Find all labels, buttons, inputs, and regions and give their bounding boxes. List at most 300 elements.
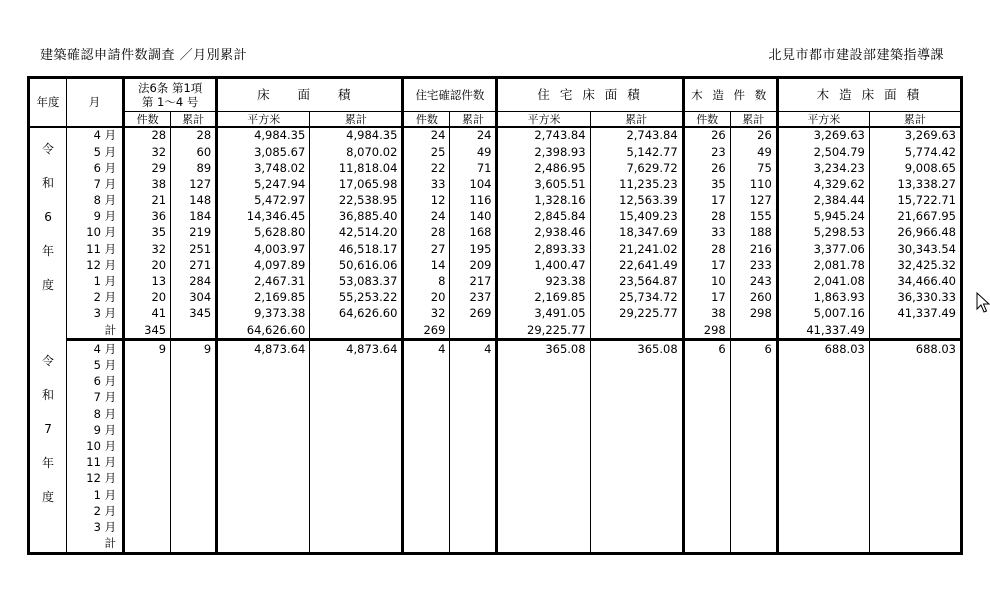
data-cell [683, 358, 730, 374]
data-cell [590, 374, 683, 390]
data-cell: 50,616.06 [310, 258, 403, 274]
data-cell: 3,748.02 [217, 160, 310, 176]
data-cell: 155 [730, 209, 777, 225]
law-line1: 法6条 第1項 [137, 81, 203, 95]
data-cell: 4 [450, 340, 497, 358]
data-cell: 2,938.46 [497, 225, 590, 241]
data-cell [730, 520, 777, 536]
data-cell: 38 [124, 177, 171, 193]
data-cell [171, 322, 217, 340]
data-cell: 260 [730, 290, 777, 306]
data-cell [450, 487, 497, 503]
data-cell [124, 487, 171, 503]
data-cell [683, 536, 730, 554]
data-cell [730, 455, 777, 471]
data-cell [497, 374, 590, 390]
law-line2: 第 1〜4 号 [141, 95, 199, 109]
month-cell: 6 月 [67, 160, 124, 176]
data-cell: 2,845.84 [497, 209, 590, 225]
month-cell: 11 月 [67, 241, 124, 257]
month-cell: 5 月 [67, 144, 124, 160]
data-cell: 2,486.95 [497, 160, 590, 176]
month-cell: 11 月 [67, 455, 124, 471]
data-cell [869, 520, 961, 536]
data-cell [869, 322, 961, 340]
data-cell: 304 [171, 290, 217, 306]
data-cell [217, 374, 310, 390]
data-cell: 1,328.16 [497, 193, 590, 209]
data-cell [730, 322, 777, 340]
data-cell [171, 374, 217, 390]
data-cell [403, 374, 450, 390]
data-cell: 269 [403, 322, 450, 340]
data-cell: 27 [403, 241, 450, 257]
data-cell: 9 [124, 340, 171, 358]
data-cell [869, 455, 961, 471]
sub-cumulative: 累計 [869, 112, 961, 128]
month-cell: 10 月 [67, 225, 124, 241]
data-cell: 17 [683, 258, 730, 274]
data-cell [777, 471, 869, 487]
data-cell: 36,330.33 [869, 290, 961, 306]
month-cell: 1 月 [67, 487, 124, 503]
data-cell: 28 [403, 225, 450, 241]
data-cell: 5,472.97 [217, 193, 310, 209]
data-cell [310, 455, 403, 471]
data-cell: 2,743.84 [590, 127, 683, 144]
table-row [29, 503, 962, 519]
data-cell [683, 455, 730, 471]
data-cell: 33 [683, 225, 730, 241]
table-row [29, 274, 962, 290]
data-cell [590, 471, 683, 487]
data-cell [217, 439, 310, 455]
data-cell: 4,984.35 [310, 127, 403, 144]
month-cell: 12 月 [67, 471, 124, 487]
table-row [29, 471, 962, 487]
data-cell [124, 374, 171, 390]
data-cell [124, 520, 171, 536]
data-cell: 4,003.97 [217, 241, 310, 257]
data-cell: 4,984.35 [217, 127, 310, 144]
data-cell: 29 [124, 160, 171, 176]
data-cell: 110 [730, 177, 777, 193]
col-floor-area-group: 床 面 積 [217, 78, 403, 112]
data-cell [497, 439, 590, 455]
data-cell [450, 471, 497, 487]
data-cell [310, 536, 403, 554]
data-cell: 2,504.79 [777, 144, 869, 160]
data-cell: 9,373.38 [217, 306, 310, 322]
data-cell [683, 439, 730, 455]
data-cell [497, 471, 590, 487]
data-cell [869, 471, 961, 487]
data-cell: 28 [171, 127, 217, 144]
data-cell [124, 471, 171, 487]
data-cell: 25 [403, 144, 450, 160]
col-year: 年度 [29, 78, 67, 128]
data-cell: 3,085.67 [217, 144, 310, 160]
data-cell [683, 406, 730, 422]
data-cell [450, 439, 497, 455]
data-cell: 38 [683, 306, 730, 322]
data-cell: 195 [450, 241, 497, 257]
col-wood-area-group: 木 造 床 面 積 [777, 78, 961, 112]
data-cell: 3,491.05 [497, 306, 590, 322]
data-cell: 688.03 [777, 340, 869, 358]
table-row [29, 439, 962, 455]
data-cell: 32 [124, 241, 171, 257]
data-cell [403, 358, 450, 374]
data-cell [683, 487, 730, 503]
data-cell: 365.08 [590, 340, 683, 358]
data-cell: 21 [124, 193, 171, 209]
data-cell [590, 439, 683, 455]
sub-sqm: 平方米 [217, 112, 310, 128]
data-cell: 49 [730, 144, 777, 160]
month-cell: 8 月 [67, 193, 124, 209]
data-cell: 2,081.78 [777, 258, 869, 274]
data-cell [497, 422, 590, 438]
data-cell: 64,626.60 [217, 322, 310, 340]
data-cell [124, 455, 171, 471]
table-row [29, 144, 962, 160]
era-char: 年 [42, 455, 55, 470]
data-cell: 216 [730, 241, 777, 257]
data-cell [217, 520, 310, 536]
data-cell: 2,169.85 [497, 290, 590, 306]
data-cell: 24 [403, 209, 450, 225]
data-cell: 5,298.53 [777, 225, 869, 241]
data-cell: 4 [403, 340, 450, 358]
data-cell [590, 536, 683, 554]
data-cell: 20 [403, 290, 450, 306]
table-row [29, 241, 962, 257]
data-cell [497, 503, 590, 519]
data-cell: 3,234.23 [777, 160, 869, 176]
data-cell: 923.38 [497, 274, 590, 290]
data-cell [777, 422, 869, 438]
table-row [29, 340, 962, 358]
sub-sqm: 平方米 [497, 112, 590, 128]
data-cell [590, 487, 683, 503]
data-cell: 14,346.45 [217, 209, 310, 225]
data-cell: 75 [730, 160, 777, 176]
data-cell: 345 [124, 322, 171, 340]
data-cell: 2,041.08 [777, 274, 869, 290]
table-row [29, 390, 962, 406]
data-cell: 20 [124, 258, 171, 274]
data-cell: 24 [450, 127, 497, 144]
monthly-permit-table [27, 76, 963, 555]
col-law-group [124, 78, 217, 112]
data-cell: 2,398.93 [497, 144, 590, 160]
data-cell [730, 487, 777, 503]
data-cell [310, 358, 403, 374]
data-cell: 251 [171, 241, 217, 257]
col-house-area-group: 住 宅 床 面 積 [497, 78, 683, 112]
data-cell [869, 487, 961, 503]
data-cell [310, 520, 403, 536]
data-cell: 17 [683, 193, 730, 209]
data-cell: 1,863.93 [777, 290, 869, 306]
data-cell: 140 [450, 209, 497, 225]
month-cell: 7 月 [67, 177, 124, 193]
table-row [29, 306, 962, 322]
col-house-count-group: 住宅確認件数 [403, 78, 497, 112]
data-cell [683, 520, 730, 536]
data-cell: 22,538.95 [310, 193, 403, 209]
data-cell: 18,347.69 [590, 225, 683, 241]
data-cell [590, 422, 683, 438]
data-cell [777, 520, 869, 536]
sub-cumulative: 累計 [171, 112, 217, 128]
month-cell: 計 [67, 322, 124, 340]
data-cell: 8 [403, 274, 450, 290]
data-cell [590, 406, 683, 422]
data-cell [590, 503, 683, 519]
data-cell: 14 [403, 258, 450, 274]
data-cell [403, 455, 450, 471]
data-cell: 12,563.39 [590, 193, 683, 209]
table-row [29, 455, 962, 471]
data-cell [777, 358, 869, 374]
mouse-pointer-icon [976, 292, 990, 314]
data-cell: 60 [171, 144, 217, 160]
data-cell [777, 390, 869, 406]
data-cell: 168 [450, 225, 497, 241]
data-cell [730, 374, 777, 390]
sub-cumulative: 累計 [590, 112, 683, 128]
data-cell: 46,518.17 [310, 241, 403, 257]
table-row [29, 225, 962, 241]
data-cell: 13,338.27 [869, 177, 961, 193]
data-cell [171, 455, 217, 471]
data-cell: 4,097.89 [217, 258, 310, 274]
data-cell: 41,337.49 [777, 322, 869, 340]
table-row [29, 322, 962, 340]
table-row [29, 422, 962, 438]
data-cell [869, 503, 961, 519]
data-cell [497, 406, 590, 422]
data-cell: 36 [124, 209, 171, 225]
month-cell: 3 月 [67, 306, 124, 322]
data-cell [450, 374, 497, 390]
data-cell: 25,734.72 [590, 290, 683, 306]
data-cell: 34,466.40 [869, 274, 961, 290]
page-title: 建築確認申請件数調査 ／月別累計 [40, 48, 248, 63]
data-cell: 41,337.49 [869, 306, 961, 322]
data-cell [310, 322, 403, 340]
data-cell [310, 503, 403, 519]
data-cell [403, 487, 450, 503]
data-cell: 10 [683, 274, 730, 290]
data-cell [497, 520, 590, 536]
data-cell [450, 520, 497, 536]
data-cell [777, 455, 869, 471]
col-wood-count-group: 木 造 件 数 [683, 78, 777, 112]
data-cell: 3,377.06 [777, 241, 869, 257]
data-cell: 26 [683, 160, 730, 176]
data-cell [450, 536, 497, 554]
data-cell [730, 406, 777, 422]
data-cell [217, 471, 310, 487]
data-cell [683, 422, 730, 438]
data-cell [310, 439, 403, 455]
data-cell: 2,467.31 [217, 274, 310, 290]
data-cell: 55,253.22 [310, 290, 403, 306]
data-cell: 28 [124, 127, 171, 144]
data-cell: 298 [683, 322, 730, 340]
data-cell: 209 [450, 258, 497, 274]
data-cell: 28 [683, 209, 730, 225]
data-cell [403, 520, 450, 536]
data-cell [171, 406, 217, 422]
data-cell [171, 471, 217, 487]
data-cell [869, 439, 961, 455]
data-cell [683, 390, 730, 406]
data-cell [217, 422, 310, 438]
table-row [29, 160, 962, 176]
era-char: 令 [42, 353, 55, 368]
sub-cumulative: 累計 [450, 112, 497, 128]
data-cell: 24 [403, 127, 450, 144]
sub-cumulative: 累計 [310, 112, 403, 128]
data-cell: 11,235.23 [590, 177, 683, 193]
data-cell [497, 536, 590, 554]
data-cell: 188 [730, 225, 777, 241]
data-cell [403, 406, 450, 422]
data-cell: 4,873.64 [310, 340, 403, 358]
data-cell: 3,269.63 [777, 127, 869, 144]
era-char: 令 [42, 142, 55, 156]
data-cell [777, 536, 869, 554]
month-cell: 3 月 [67, 520, 124, 536]
data-cell: 32,425.32 [869, 258, 961, 274]
data-cell: 345 [171, 306, 217, 322]
data-cell [403, 390, 450, 406]
sub-sqm: 平方米 [777, 112, 869, 128]
era-char: 和 [42, 176, 55, 190]
data-cell [217, 487, 310, 503]
data-cell: 22,641.49 [590, 258, 683, 274]
data-cell [124, 422, 171, 438]
data-cell [450, 390, 497, 406]
month-cell: 計 [67, 536, 124, 554]
data-cell: 89 [171, 160, 217, 176]
month-cell: 5 月 [67, 358, 124, 374]
data-cell [730, 503, 777, 519]
data-cell: 49 [450, 144, 497, 160]
data-cell [497, 487, 590, 503]
org-name: 北見市都市建設部建築指導課 [768, 48, 944, 63]
data-cell: 15,722.71 [869, 193, 961, 209]
data-cell: 53,083.37 [310, 274, 403, 290]
data-cell: 20 [124, 290, 171, 306]
data-cell: 30,343.54 [869, 241, 961, 257]
data-cell: 2,169.85 [217, 290, 310, 306]
data-cell [777, 439, 869, 455]
data-cell: 9 [171, 340, 217, 358]
data-cell [171, 390, 217, 406]
data-cell [730, 471, 777, 487]
data-cell: 2,893.33 [497, 241, 590, 257]
data-cell: 127 [730, 193, 777, 209]
data-cell [590, 455, 683, 471]
data-cell: 6 [730, 340, 777, 358]
data-cell: 4,329.62 [777, 177, 869, 193]
data-cell: 36,885.40 [310, 209, 403, 225]
era-char: 7 [44, 421, 52, 436]
month-cell: 9 月 [67, 209, 124, 225]
table-row [29, 290, 962, 306]
data-cell [590, 520, 683, 536]
data-cell: 104 [450, 177, 497, 193]
data-cell: 33 [403, 177, 450, 193]
era-char: 度 [42, 278, 55, 292]
data-cell [450, 422, 497, 438]
month-cell: 4 月 [67, 127, 124, 144]
sub-count: 件数 [403, 112, 450, 128]
month-cell: 7 月 [67, 390, 124, 406]
table-row [29, 258, 962, 274]
data-cell: 127 [171, 177, 217, 193]
data-cell [171, 358, 217, 374]
data-cell: 284 [171, 274, 217, 290]
data-cell: 29,225.77 [590, 306, 683, 322]
data-cell [869, 536, 961, 554]
data-cell [403, 503, 450, 519]
data-cell: 9,008.65 [869, 160, 961, 176]
data-cell [730, 390, 777, 406]
data-cell: 237 [450, 290, 497, 306]
data-cell: 233 [730, 258, 777, 274]
data-cell [217, 406, 310, 422]
data-cell: 71 [450, 160, 497, 176]
data-cell [171, 520, 217, 536]
data-cell: 5,945.24 [777, 209, 869, 225]
data-cell [497, 358, 590, 374]
data-cell: 3,269.63 [869, 127, 961, 144]
month-cell: 12 月 [67, 258, 124, 274]
data-cell: 8,070.02 [310, 144, 403, 160]
data-cell: 269 [450, 306, 497, 322]
data-cell: 1,400.47 [497, 258, 590, 274]
data-cell [450, 503, 497, 519]
data-cell: 17 [683, 290, 730, 306]
data-cell [217, 390, 310, 406]
data-cell: 688.03 [869, 340, 961, 358]
data-cell [869, 406, 961, 422]
table-body [29, 127, 962, 554]
sub-count: 件数 [683, 112, 730, 128]
data-cell [497, 390, 590, 406]
era-label [29, 340, 67, 554]
table-row [29, 209, 962, 225]
data-cell: 42,514.20 [310, 225, 403, 241]
data-cell: 7,629.72 [590, 160, 683, 176]
sub-count: 件数 [124, 112, 171, 128]
table-row [29, 374, 962, 390]
data-cell [171, 487, 217, 503]
data-cell: 12 [403, 193, 450, 209]
table-row [29, 536, 962, 554]
table-row [29, 487, 962, 503]
data-cell [310, 374, 403, 390]
data-cell: 184 [171, 209, 217, 225]
data-cell: 28 [683, 241, 730, 257]
data-cell [217, 358, 310, 374]
